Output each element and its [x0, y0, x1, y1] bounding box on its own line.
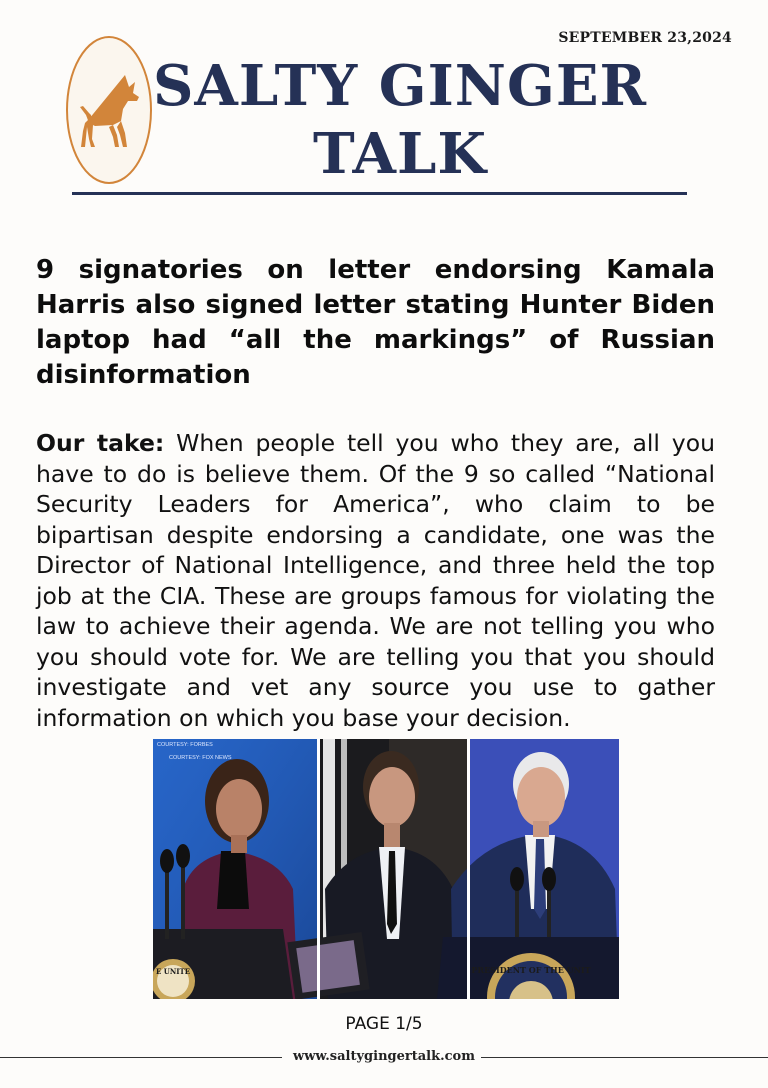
article-headline: 9 signatories on letter endorsing Kamala Harris also signed letter stating Hunter Biden laptop had “all the markings” of Russian disinformation [36, 255, 715, 390]
left-seal-text: E UNITE [155, 967, 191, 976]
footer-url[interactable] [0, 1049, 768, 1064]
article-body [36, 428, 715, 733]
logo [65, 35, 153, 185]
take-label: Our take: [36, 429, 165, 457]
masthead-rule [72, 192, 687, 195]
issue-date: SEPTEMBER 23,2024 [558, 30, 732, 46]
masthead-title-line2: TALK [312, 121, 488, 187]
podium-seal-text: PRESIDENT OF THE UNIT [471, 965, 591, 975]
photo-credit-fox: COURTESY: FOX NEWS [169, 755, 232, 761]
masthead-title-line1: SALTY GINGER [152, 53, 648, 119]
footer-url-text[interactable]: www.saltygingertalk.com [287, 1049, 481, 1064]
dog-silhouette-icon [65, 35, 153, 185]
page-number: PAGE 1/5 [345, 1014, 423, 1034]
take-text: When people tell you who they are, all you have to do is believe them. Of the 9 so called “National Security Leaders for America”, who claim to be bipartisan despite endorsing a candidate, one was the Director of National Intelligence, and three held the top job at the CIA. These are groups famous for violating the law to achieve their agenda. We are not telling you who you should vote for. We are telling you that you should investigate and vet any source you use to gather information on which you base your decision. [36, 429, 715, 732]
photo-credit-forbes: COURTESY: FORBES [157, 742, 213, 748]
article-photo [153, 739, 619, 999]
masthead-title [150, 52, 650, 188]
